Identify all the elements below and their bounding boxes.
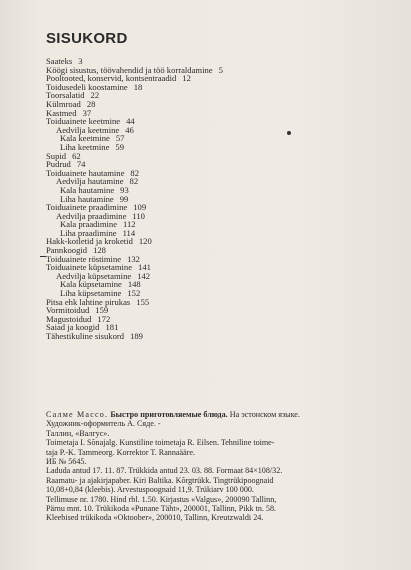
toc-entry-page: 172 (97, 313, 111, 324)
toc-entry-title: Liha hautamine (60, 193, 114, 204)
toc-entry-title: Külmroad (46, 98, 81, 109)
toc-entry-title: Vormitoidud (46, 305, 90, 316)
toc-entry-page: 46 (125, 124, 134, 135)
toc-entry-page: 62 (72, 150, 81, 161)
toc-entry-page: 152 (127, 288, 141, 299)
toc-entry-page: 12 (182, 73, 191, 84)
toc-entry-page: 18 (133, 81, 143, 92)
toc-entry-title: Pudrud (46, 159, 71, 170)
toc-entry-title: Kastmed (46, 107, 77, 118)
toc-entry-page: 109 (133, 202, 147, 213)
colophon-line-5: taja P.-K. Tammeorg. Korrektor T. Rannaääre. (46, 447, 195, 457)
colophon-line-1 (46, 410, 346, 419)
toc-entry-title: Toiduainete küpsetamine (46, 262, 133, 273)
toc-entry (46, 152, 346, 161)
colophon-line-2: Художник-оформитель А. Сяде. - (46, 419, 161, 429)
toc-entry-title: Pitsa ehk lahtine pirukas (46, 296, 131, 307)
colophon-line-6: ИБ № 5645. (46, 457, 87, 467)
toc-entry-title: Magustoidud (46, 313, 92, 324)
toc-entry-page: 37 (82, 107, 92, 118)
colophon-line-8: Raamatu- ja ajakirjapaber. Kiri Baltika. Kõrgtrükk. Tingtrükipoognaid (46, 475, 274, 485)
toc-entry-title: Saateks (46, 56, 73, 66)
colophon-line-11: Pärnu mnt. 10. Trükikoda «Punane Täht», 200001, Tallinn, Pikk tn. 58. (46, 504, 277, 514)
toc-entry-title: Supid (46, 150, 67, 161)
toc-entry (46, 298, 346, 307)
toc-entry-title: Toorsalatid (46, 90, 85, 101)
toc-entry-title: Kala hautamine (60, 184, 115, 195)
toc-entry-title: Aedvilja keetmine (56, 124, 120, 135)
toc-entry-title: Tähestikuline sisukord (46, 331, 125, 341)
toc-entry-page: 148 (127, 279, 141, 290)
toc-entry-title: Toidusedeli koostamine (46, 81, 128, 92)
toc-entry (46, 237, 346, 246)
colophon-line-10: Tellimuse nr. 1780. Hind rbl. 1.50. Kirjastus «Valgus», 200090 Tallinn, (46, 494, 277, 504)
toc-entry-title: Aedvilja hautamine (56, 176, 124, 187)
toc-entry-page: 74 (76, 159, 86, 170)
table-of-contents (46, 57, 346, 341)
toc-entry-title: Toiduainete hautamine (46, 167, 125, 178)
toc-entry-title: Pooltooted, konservid, kontsentraadid (46, 73, 177, 84)
toc-entry-page: 132 (127, 253, 140, 264)
toc-entry-page: 59 (115, 141, 124, 152)
toc-entry-page: 159 (95, 305, 109, 316)
toc-entry-page: 155 (136, 296, 150, 307)
toc-entry-page: 142 (137, 270, 151, 281)
toc-entry-page: 28 (86, 98, 96, 109)
colophon-lang: На эстонском языке. (229, 410, 300, 419)
toc-entry-page: 120 (138, 236, 152, 247)
toc-entry-title: Liha küpsetamine (60, 288, 122, 299)
colophon-author: Салме Массо. (46, 410, 109, 419)
toc-entry-title: Liha praadimine (60, 227, 117, 238)
toc-entry-page: 189 (130, 331, 143, 341)
ink-speck (287, 131, 291, 135)
toc-entry-title: Pannkoogid (46, 245, 88, 256)
toc-entry-page: 57 (115, 133, 125, 144)
toc-entry-page: 114 (122, 227, 136, 238)
toc-entry-title: Kala küpsetamine (60, 279, 122, 290)
toc-entry-page: 82 (130, 167, 139, 178)
toc-entry-page: 99 (119, 193, 129, 204)
toc-entry-page: 128 (93, 245, 106, 256)
toc-entry (46, 332, 346, 341)
toc-entry-page: 22 (90, 90, 100, 101)
colophon-line-4: Toimetaja I. Sõnajalg. Kunstiline toimetaja R. Eilsen. Tehniline toime- (46, 438, 275, 448)
toc-entry-title: Köögi sisustus, töövahendid ja töö korraldamine (46, 64, 213, 75)
toc-entry-title: Toiduainete röstimine (46, 253, 122, 264)
toc-entry-title: Aedvilja küpsetamine (56, 270, 132, 281)
toc-entry-title: Saiad ja koogid (46, 322, 100, 333)
colophon-line-12: Kleebised trükikoda «Oktoober», 200010, Tallinn, Kreutzwaldi 24. (46, 513, 264, 523)
colophon-title-ru: Быстро приготовляемые блюда. (110, 410, 228, 419)
toc-entry-title: Kala praadimine (60, 219, 118, 230)
toc-entry-page: 112 (123, 219, 136, 230)
toc-entry-title: Hakk-kotletid ja kroketid (46, 236, 133, 247)
colophon-line-3: Таллин, «Валгус». (46, 428, 110, 438)
toc-entry-page: 181 (105, 322, 119, 333)
margin-mark (40, 256, 46, 257)
toc-entry-page: 93 (120, 184, 129, 195)
colophon-line-7: Laduda antud 17. 11. 87. Trükkida antud 23. 03. 88. Formaat 84×108/32. (46, 466, 283, 476)
toc-entry-page: 82 (129, 176, 139, 187)
toc-entry-page: 110 (132, 210, 145, 221)
toc-entry (46, 100, 346, 109)
toc-entry-title: Toiduainete praadimine (46, 202, 128, 213)
page-title: SISUKORD (46, 30, 128, 47)
toc-entry-page: 44 (126, 116, 135, 127)
toc-entry-title: Aedvilja praadimine (56, 210, 127, 221)
toc-entry-title: Toiduainete keetmine (46, 116, 121, 127)
colophon (46, 410, 346, 523)
toc-entry-page: 3 (78, 56, 83, 66)
toc-entry (46, 143, 346, 152)
toc-entry-title: Kala keetmine (60, 133, 110, 144)
toc-entry-page: 141 (138, 262, 151, 273)
toc-entry-page: 5 (218, 64, 223, 75)
toc-entry-title: Liha keetmine (60, 141, 110, 152)
colophon-line-9: 10,08+0,84 (kleebis). Arvestuspoognaid 11,9. Trükiarv 100 000. (46, 485, 254, 495)
